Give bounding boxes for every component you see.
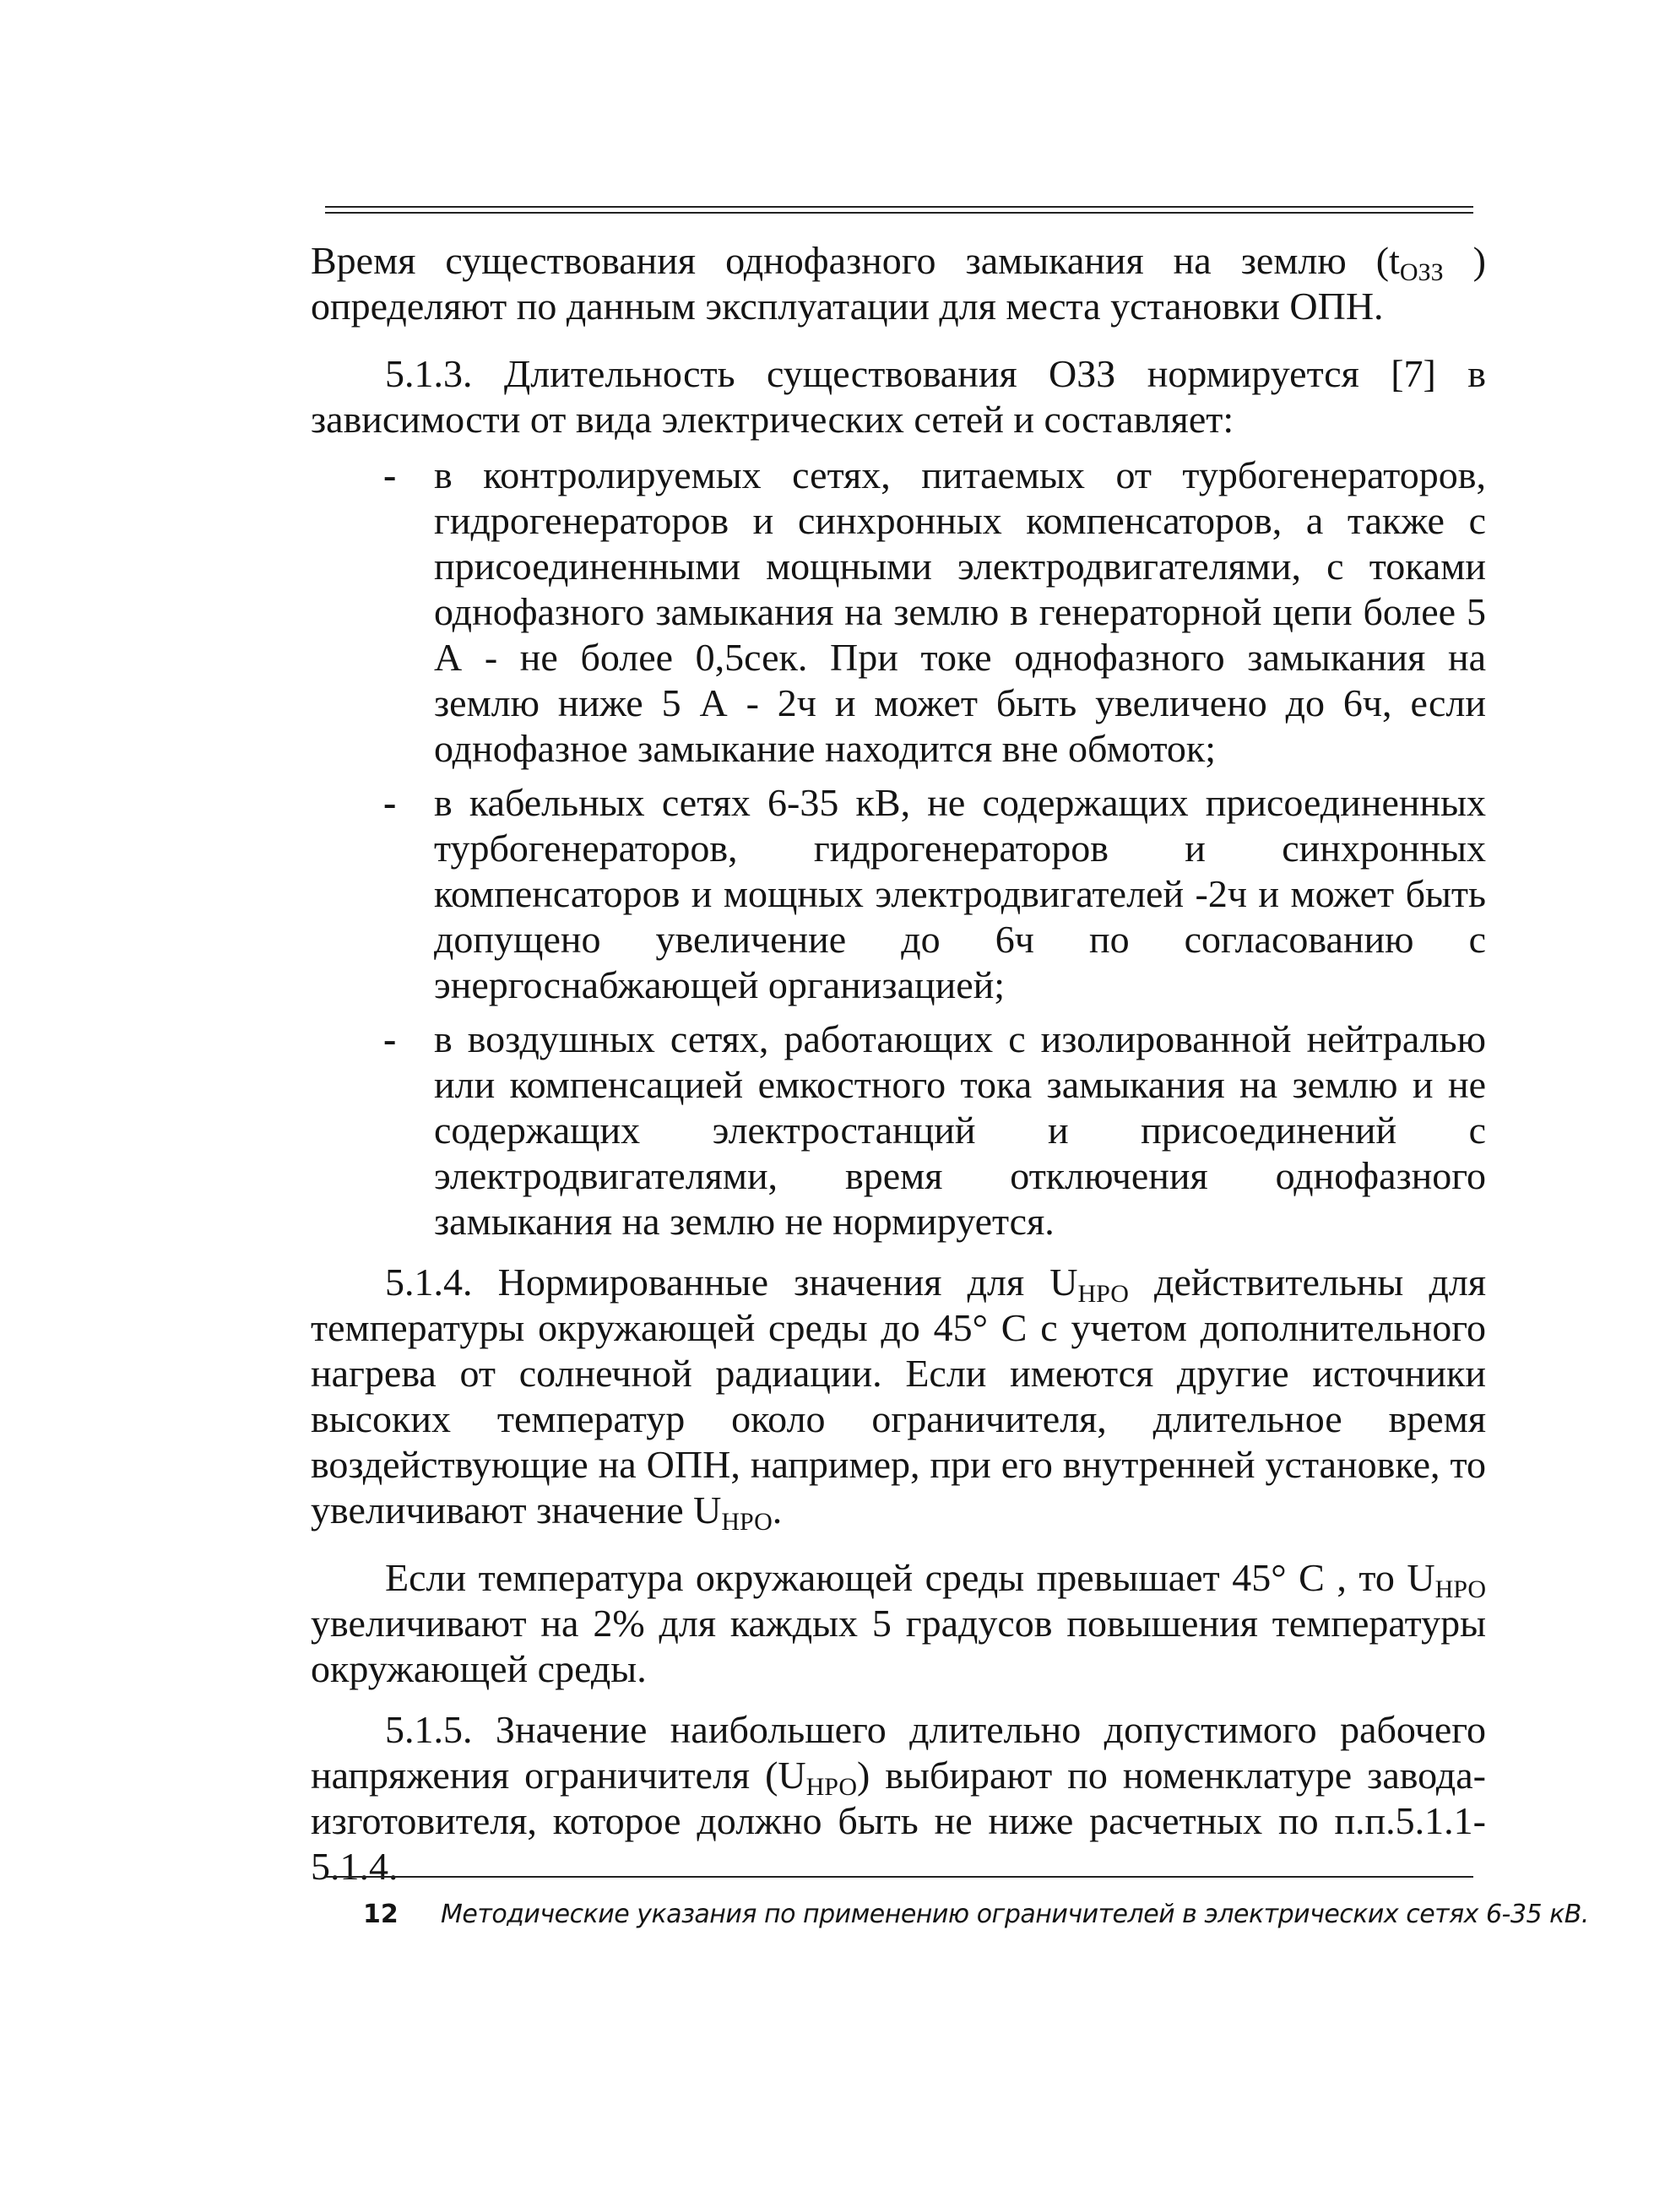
intro-paragraph: Время существования однофазного замыкания на землю ($t_{ОЗЗ}$ ) определяют по данным эксплуатации для места установки ОПН. — [311, 239, 1486, 328]
section-5-1-3-list — [311, 453, 1486, 1244]
page-number: 12 — [363, 1900, 399, 1929]
list-item: - в контролируемых сетях, питаемых от турбогенераторов, гидрогенераторов и синхронных компенсаторов, а также с присоединенными мощными электродвигателями, с токами однофазного замыкания на землю в генераторной цепи более 5 А - не более 0,5сек. При токе однофазного замыкания на землю ниже 5 А - 2ч и может быть увеличено до 6ч, если однофазное замыкание находится вне обмоток; — [383, 453, 1486, 770]
dash-bullet: - — [383, 1017, 397, 1060]
dash-bullet: - — [383, 453, 397, 496]
dash-bullet: - — [383, 781, 397, 824]
running-title: Методические указания по применению ограничителей в электрических сетях 6-35 кВ. — [441, 1900, 1589, 1929]
header-double-rule — [325, 206, 1473, 214]
footer-rule — [325, 1876, 1473, 1878]
list-item: - в воздушных сетях, работающих с изолированной нейтралью или компенсацией емкостного тока замыкания на землю и не содержащих электростанций и присоединений с электродвигателями, время отключения однофазного замыкания на землю не нормируется. — [383, 1017, 1486, 1243]
page-footer — [363, 1898, 1589, 1932]
list-item: - в кабельных сетях 6-35 кВ, не содержащих присоединенных турбогенераторов, гидрогенераторов и синхронных компенсаторов и мощных электродвигателей -2ч и может быть допущено увеличение до 6ч по согласованию с энергоснабжающей организацией; — [383, 781, 1486, 1006]
section-5-1-4-paragraph: 5.1.4. Нормированные значения для $U_{НРО}$ действительны для температуры окружающей среды до 45° С с учетом дополнительного нагрева от солнечной радиации. Если имеются другие источники высоких температур около ограничителя, длительное время воздействующие на ОПН, например, при его внутренней установке, то увеличивают значение $U_{НРО}$. — [311, 1261, 1486, 1536]
section-5-1-5-paragraph: 5.1.5. Значение наибольшего длительно допустимого рабочего напряжения ограничителя $(U_{НРО})$ выбирают по номенклатуре завода-изготовителя, которое должно быть не ниже расчетных по п.п.5.1.1-5.1.4. — [311, 1708, 1486, 1888]
document-body — [311, 238, 1486, 1889]
section-5-1-3-lead: 5.1.3. Длительность существования ОЗЗ нормируется [7] в зависимости от вида электрических сетей и составляет: — [311, 352, 1486, 441]
temperature-paragraph: Если температура окружающей среды превышает 45° С , то $U_{НРО}$ увеличивают на 2% для каждых 5 градусов повышения температуры окружающей среды. — [311, 1556, 1486, 1690]
